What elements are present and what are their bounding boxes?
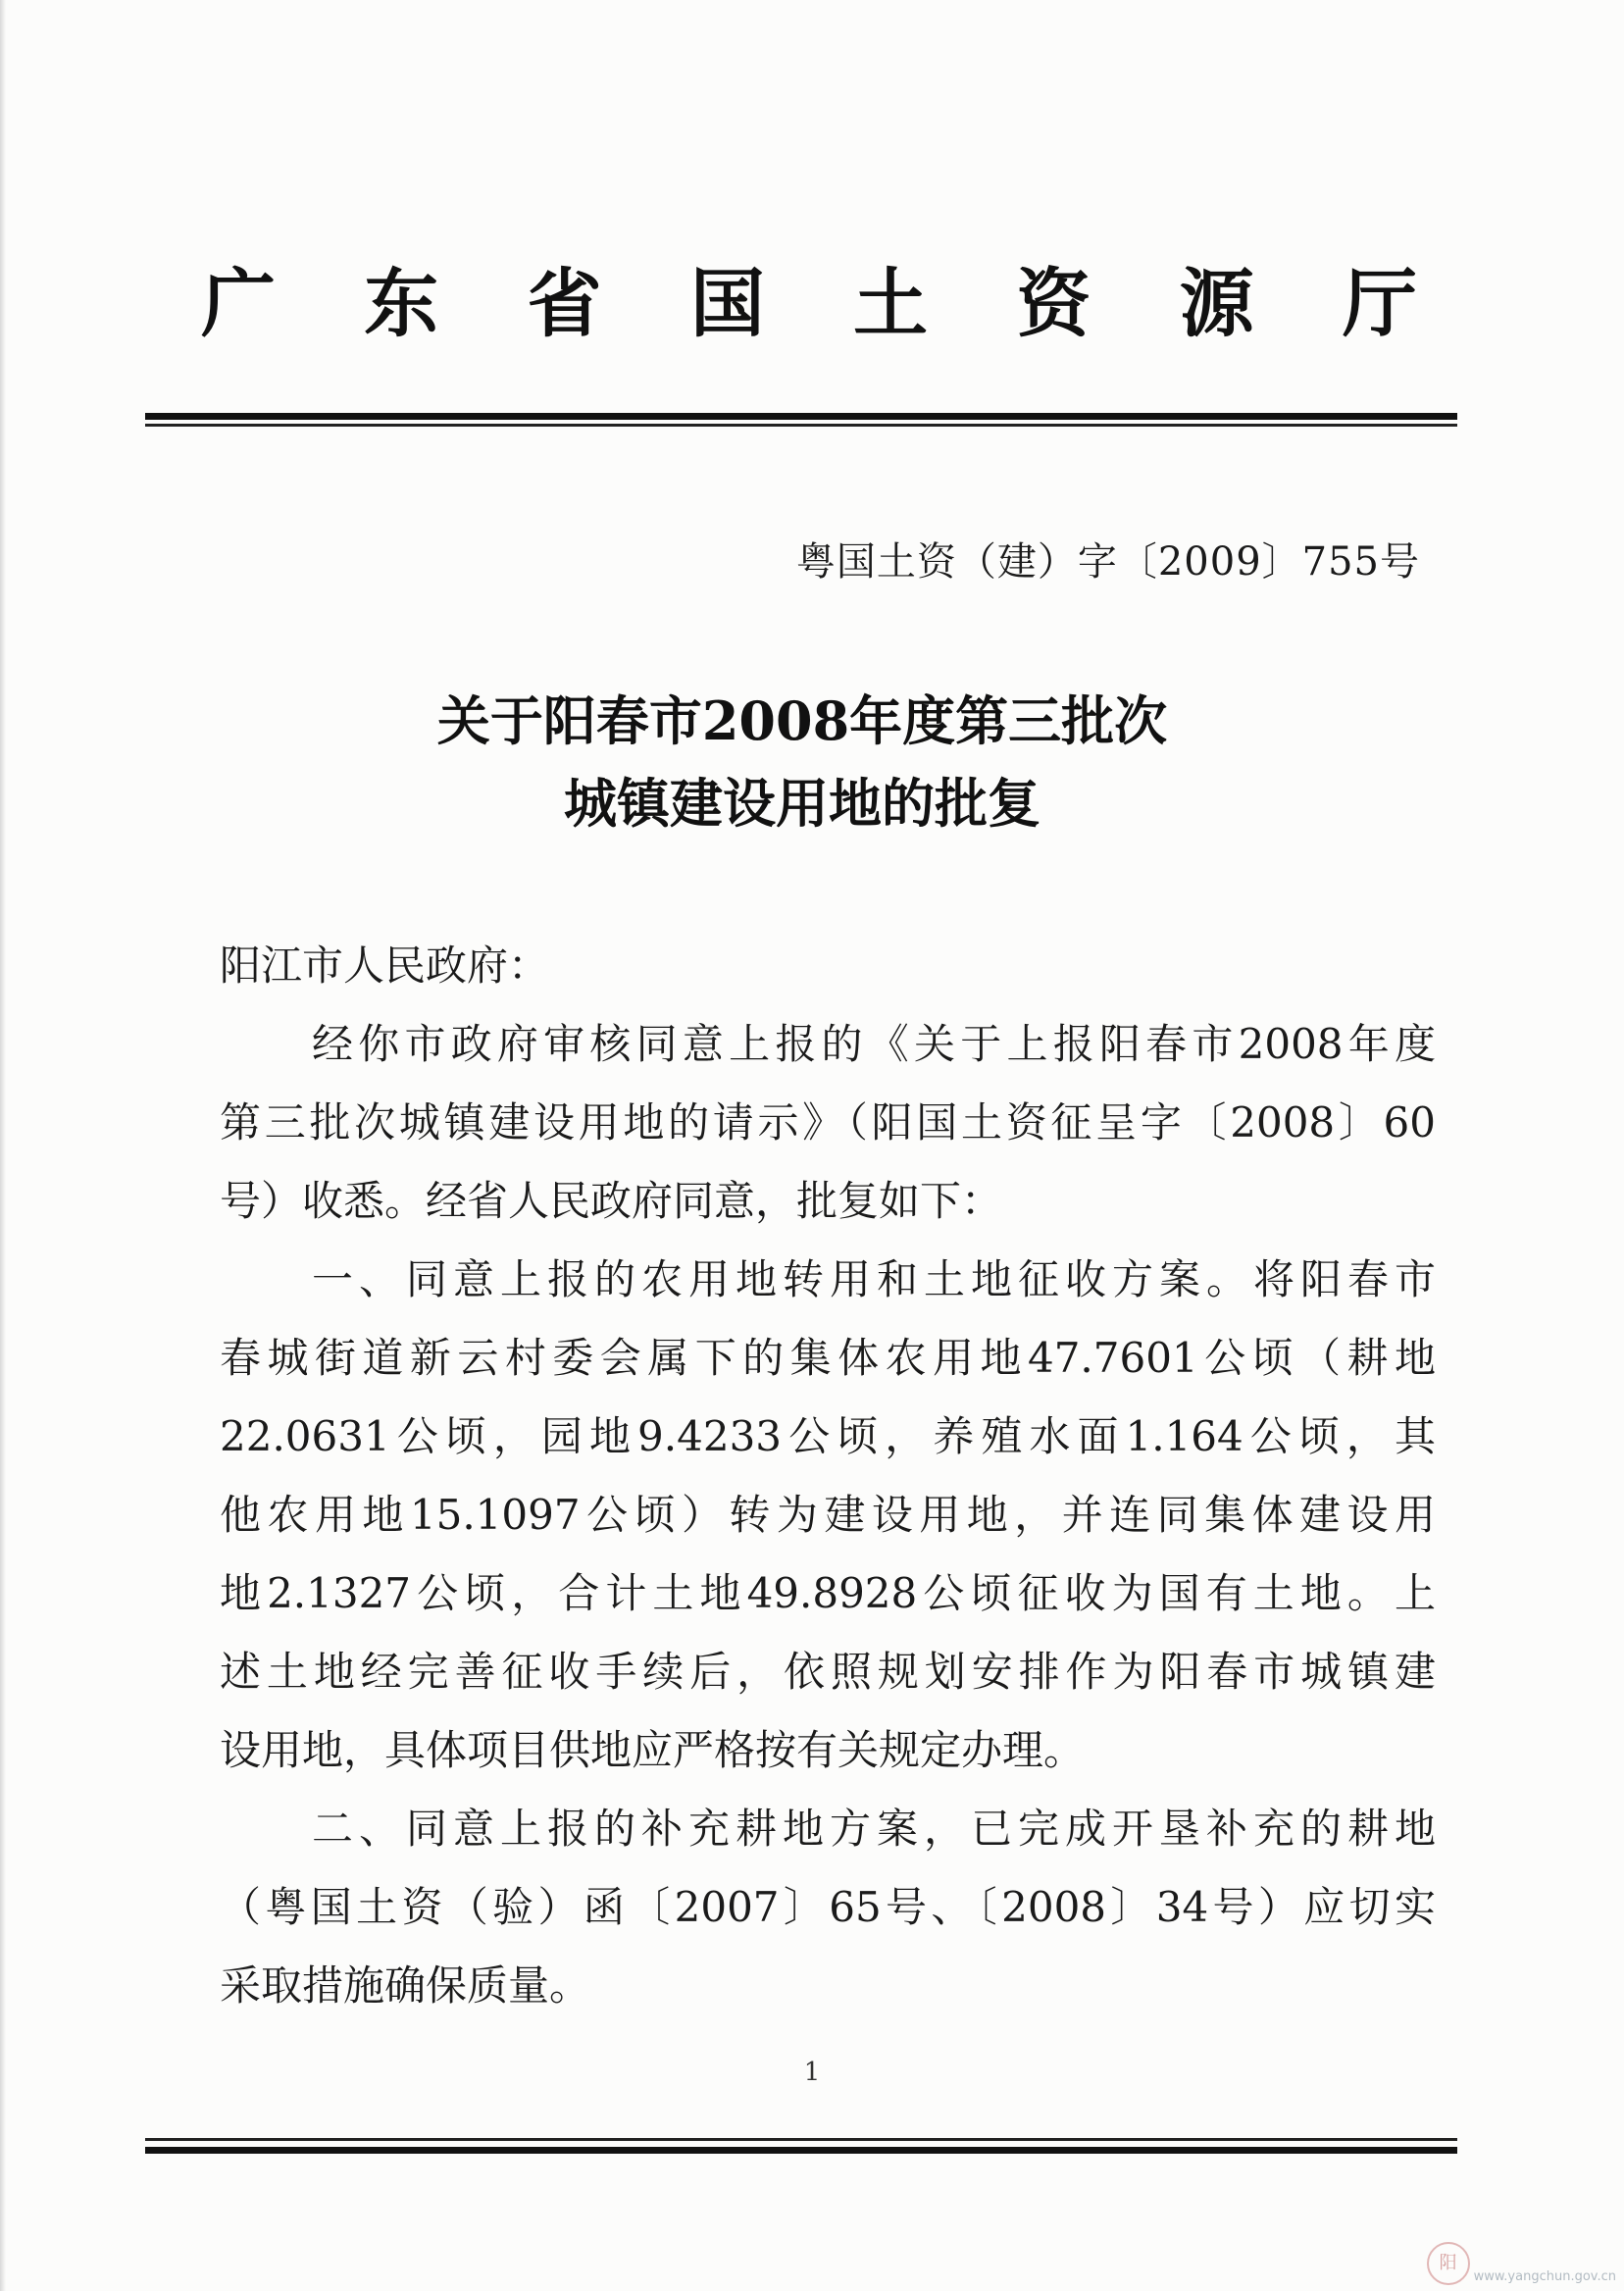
body-line: （粤国土资（验）函〔2007〕65号、〔2008〕34号）应切实	[220, 1883, 1436, 1931]
agency-char: 东	[364, 260, 439, 347]
watermark-seal-icon: 阳	[1427, 2242, 1470, 2285]
addressee: 阳江市人民政府：	[220, 942, 550, 990]
page-number: 1	[803, 2058, 821, 2087]
agency-header	[201, 260, 1417, 348]
agency-char: 资	[1016, 260, 1091, 347]
site-watermark	[1427, 2242, 1616, 2285]
scan-edge-shadow	[0, 0, 6, 2291]
agency-char: 厅	[1342, 260, 1417, 347]
agency-char: 省	[527, 260, 602, 347]
body-line: 第三批次城镇建设用地的请示》（阳国土资征呈字〔2008〕60	[220, 1098, 1436, 1146]
agency-char: 广	[201, 260, 276, 347]
body-line: 他农用地15.1097公顷）转为建设用地，并连同集体建设用	[220, 1491, 1436, 1539]
body-line: 春城街道新云村委会属下的集体农用地47.7601公顷（耕地	[220, 1334, 1436, 1382]
subject-line-2: 城镇建设用地的批复	[564, 772, 1040, 835]
footer-rule-thin	[145, 2138, 1457, 2141]
body-line: 一、同意上报的农用地转用和土地征收方案。将阳春市	[312, 1255, 1436, 1303]
agency-char: 国	[689, 260, 765, 347]
agency-char: 源	[1179, 260, 1254, 347]
body-line: 二、同意上报的补充耕地方案，已完成开垦补充的耕地	[312, 1805, 1436, 1853]
subject-line-1: 关于阳春市2008年度第三批次	[436, 689, 1168, 752]
footer-rule-thick	[145, 2147, 1457, 2154]
document-number: 粤国土资（建）字〔2009〕755号	[795, 539, 1420, 585]
body-line: 地2.1327公顷，合计土地49.8928公顷征收为国有土地。上	[220, 1569, 1436, 1617]
watermark-url: www.yangchun.gov.cn	[1473, 2269, 1616, 2284]
header-rule-thick	[145, 413, 1457, 420]
body-line: 述土地经完善征收手续后，依照规划安排作为阳春市城镇建	[220, 1648, 1436, 1696]
body-line: 22.0631公顷，园地9.4233公顷，养殖水面1.164公顷，其	[220, 1412, 1436, 1460]
body-line: 经你市政府审核同意上报的《关于上报阳春市2008年度	[312, 1020, 1436, 1068]
body-line: 采取措施确保质量。	[220, 1961, 591, 2010]
agency-char: 土	[853, 260, 929, 347]
body-line: 设用地，具体项目供地应严格按有关规定办理。	[220, 1726, 1086, 1774]
header-rule-thin	[145, 424, 1457, 427]
body-line: 号）收悉。经省人民政府同意，批复如下：	[220, 1177, 1003, 1225]
